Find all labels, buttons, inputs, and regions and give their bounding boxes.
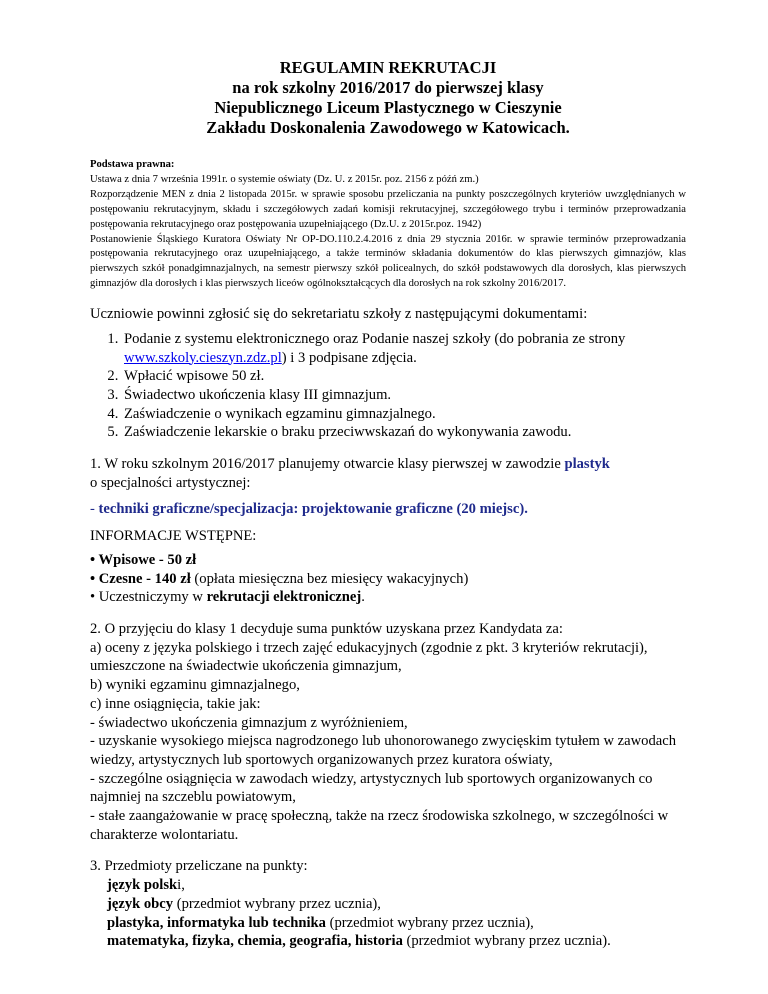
subject-4: matematyka, fizyka, chemia, geografia, historia (przedmiot wybrany przez ucznia). <box>107 933 611 950</box>
document-title <box>90 58 686 138</box>
legal-basis-act: Ustawa z dnia 7 września 1991r. o systemie oświaty (Dz. U. z 2015r. poz. 2156 z późń zm.) <box>90 173 479 185</box>
title-line-4: Zakładu Doskonalenia Zawodowego w Katowicach. <box>206 118 570 137</box>
achievement-3: - szczególne osiągnięcia w zawodach wiedzy, artystycznych lub sportowych organizowanych co najmniej na szczeblu powiatowym, <box>90 770 653 806</box>
criterion-b: b) wyniki egzaminu gimnazjalnego, <box>90 677 300 694</box>
list-item: 2. Wpłacić wpisowe 50 zł. <box>122 367 686 386</box>
profession-name: plastyk <box>564 456 610 473</box>
list-item: 3. Świadectwo ukończenia klasy III gimnazjum. <box>122 386 686 405</box>
list-item: 5. Zaświadczenie lekarskie o braku przeciwwskazań do wykonywania zawodu. <box>122 423 686 442</box>
criterion-a: a) oceny z języka polskiego i trzech zajęć edukacyjnych (zgodnie z pkt. 3 kryteriów rekrutacji), umieszczone na świadectwie ukończenia gimnazjum, <box>90 639 648 675</box>
section-1-text: 1. W roku szkolnym 2016/2017 planujemy otwarcie klasy pierwszej w zawodzie plastyk o specjalności artystycznej: <box>90 456 610 491</box>
section-1 <box>90 455 686 519</box>
info-list <box>90 551 686 607</box>
section-3-intro: 3. Przedmioty przeliczane na punkty: <box>90 858 308 875</box>
legal-basis-header: Podstawa prawna: <box>90 159 175 170</box>
info-tuition: • Czesne - 140 zł (opłata miesięczna bez miesięcy wakacyjnych) <box>90 570 469 587</box>
list-item: 1. Podanie z systemu elektronicznego oraz Podanie naszej szkoły (do pobrania ze strony www.szkoly.cieszyn.zdz.pl) i 3 podpisane zdjęcia. <box>122 330 686 367</box>
criterion-c: c) inne osiągnięcia, takie jak: <box>90 695 261 712</box>
section-2-intro: 2. O przyjęciu do klasy 1 decyduje suma punktów uzyskana przez Kandydata za: <box>90 621 563 637</box>
info-recruitment: • Uczestniczymy w rekrutacji elektronicznej. <box>90 589 365 606</box>
school-website-link[interactable]: www.szkoly.cieszyn.zdz.pl <box>124 349 282 366</box>
achievement-1: - świadectwo ukończenia gimnazjum z wyróżnieniem, <box>90 714 408 731</box>
subject-1: język polski, <box>107 877 185 894</box>
title-line-3: Niepublicznego Liceum Plastycznego w Cieszynie <box>214 98 562 117</box>
legal-basis <box>90 158 686 292</box>
specialization: - techniki graficzne/specjalizacja: projektowanie graficzne (20 miejsc). <box>90 501 528 518</box>
list-item: 4. Zaświadczenie o wynikach egzaminu gimnazjalnego. <box>122 405 686 424</box>
info-header: INFORMACJE WSTĘPNE: <box>90 528 257 545</box>
achievement-4: - stałe zaangażowanie w pracę społeczną, także na rzecz środowiska szkolnego, w szczególności w charakterze wolontariatu. <box>90 808 669 843</box>
documents-list <box>90 330 686 442</box>
section-2 <box>90 620 686 844</box>
info-entry-fee: • Wpisowe - 50 zł <box>90 551 197 568</box>
documents-intro: Uczniowie powinni zgłosić się do sekretariatu szkoły z następującymi dokumentami: <box>90 306 588 323</box>
legal-basis-regulation: Rozporządzenie MEN z dnia 2 listopada 2015r. w sprawie sposobu przeliczania na punkty poszczególnych kryteriów uwzględnianych w postępowaniu rekrutacyjnym, składu i szczegółowych zadań komisji rekrutacyjnej, szczegółowego trybu i terminów przeprowadzania postępowania rekrutacyjnego oraz postępowania uzupełniającego (Dz.U. z 2015r.poz. 1942) <box>90 188 686 230</box>
title-line-1: REGULAMIN REKRUTACJI <box>279 58 497 77</box>
achievement-2: - uzyskanie wysokiego miejsca nagrodzonego lub uhonorowanego zwycięskim tytułem w zawodach wiedzy, artystycznych lub sportowych organizowanych przez kuratora oświaty, <box>90 733 677 768</box>
legal-basis-decision: Postanowienie Śląskiego Kuratora Oświaty Nr OP-DO.110.2.4.2016 z dnia 29 stycznia 2016r. w sprawie terminów przeprowadzania postępowania rekrutacyjnego oraz uzupełniającego, a także terminów składania dokumentów do klas pierwszych gimnazjów, klas pierwszych szkół ponadgimnazjalnych, na semestr pierwszy szkół policealnych, do szkół podstawowych dla dorosłych, klas pierwszych gimnazjów dla dorosłych i klas pierwszych liceów ogólnokształcących dla dorosłych na rok szkolny 2016/2017. <box>90 233 686 290</box>
subject-2: język obcy (przedmiot wybrany przez ucznia), <box>107 895 381 912</box>
section-3 <box>90 857 686 951</box>
document-page <box>90 58 686 951</box>
title-line-2: na rok szkolny 2016/2017 do pierwszej klasy <box>232 78 544 97</box>
subject-3: plastyka, informatyka lub technika (przedmiot wybrany przez ucznia), <box>107 914 534 931</box>
